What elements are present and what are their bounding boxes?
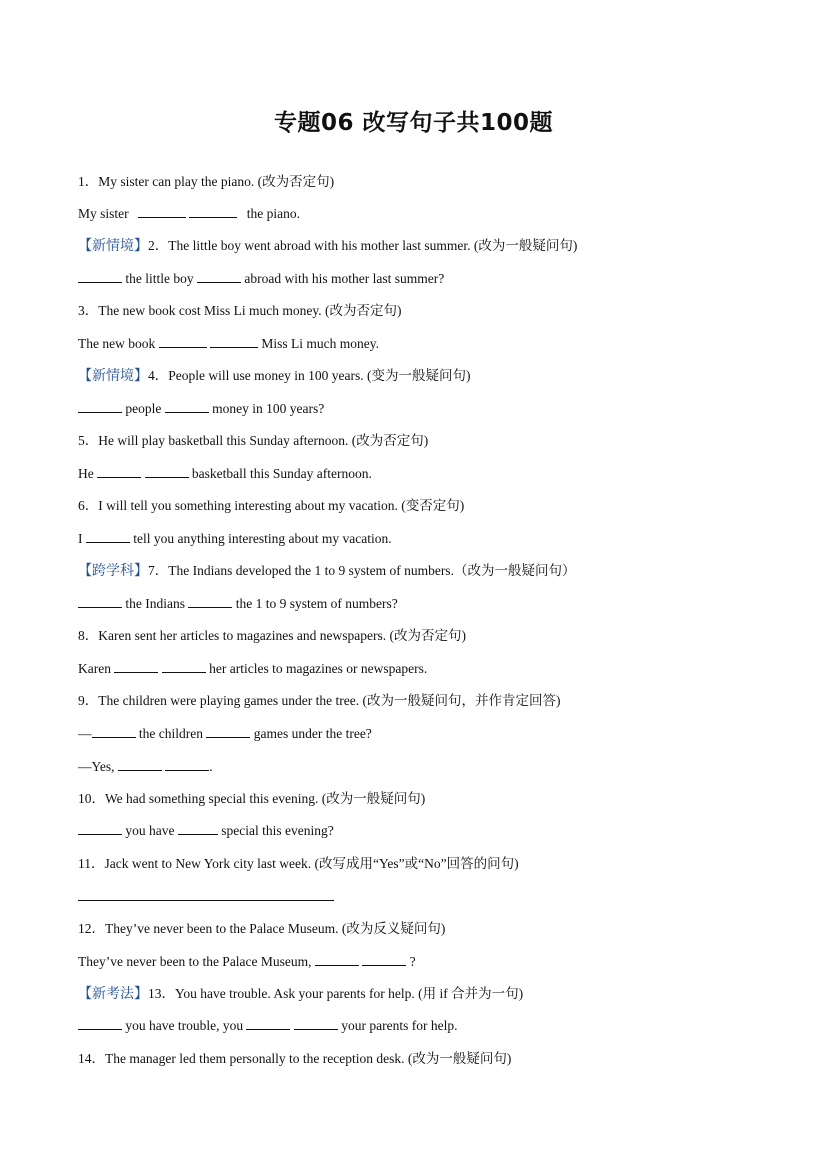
answer-1: My sister the piano. (78, 206, 300, 221)
question-12: 12．They’ve never been to the Palace Museum. (改为反义疑问句) (78, 921, 446, 936)
answer-13: you have trouble, you your parents for help. (78, 1017, 457, 1035)
blank[interactable] (165, 400, 209, 413)
answer-5: He basketball this Sunday afternoon. (78, 466, 372, 481)
question-14: 14．The manager led them personally to the reception desk. (改为一般疑问句) (78, 1051, 512, 1066)
blank[interactable] (118, 758, 162, 771)
blank[interactable] (362, 953, 406, 966)
answer-11 (78, 888, 334, 906)
tag-new-context: 【新情境】 (78, 238, 148, 254)
question-11: 11．Jack went to New York city last week. (改写成用“Yes”或“No”回答的问句) (78, 856, 519, 871)
question-1: 1．My sister can play the piano. (改为否定句) (78, 174, 335, 189)
blank[interactable] (92, 725, 136, 738)
question-10: 10．We had something special this evening. (改为一般疑问句) (78, 791, 426, 806)
blank[interactable] (294, 1017, 338, 1030)
blank[interactable] (165, 758, 209, 771)
blank[interactable] (162, 660, 206, 673)
answer-8: Karen her articles to magazines or newspapers. (78, 661, 428, 676)
question-6: 6．I will tell you something interesting about my vacation. (变否定句) (78, 498, 465, 513)
blank[interactable] (178, 822, 218, 835)
answer-12: They’ve never been to the Palace Museum, ? (78, 954, 416, 969)
answer-4: people money in 100 years? (78, 400, 324, 418)
tag-new-method: 【新考法】 (78, 986, 148, 1002)
blank[interactable] (78, 270, 122, 283)
blank[interactable] (188, 595, 232, 608)
blank[interactable] (210, 335, 258, 348)
blank[interactable] (78, 595, 122, 608)
blank[interactable] (78, 1017, 122, 1030)
tag-cross-subject: 【跨学科】 (78, 563, 148, 579)
blank[interactable] (78, 822, 122, 835)
question-4: 【新情境】4．People will use money in 100 years. (变为一般疑问句) (78, 368, 471, 384)
blank[interactable] (97, 465, 141, 478)
answer-2: the little boy abroad with his mother last summer? (78, 270, 444, 288)
page-title: 专题06 改写句子共100题 (273, 110, 554, 136)
answer-7: the Indians the 1 to 9 system of numbers? (78, 595, 398, 613)
question-13: 【新考法】13．You have trouble. Ask your parents for help. (用 if 合并为一句) (78, 986, 524, 1002)
answer-6: I tell you anything interesting about my vacation. (78, 531, 392, 546)
question-5: 5．He will play basketball this Sunday afternoon. (改为否定句) (78, 433, 429, 448)
answer-line[interactable] (78, 888, 334, 901)
answer-3: The new book Miss Li much money. (78, 336, 379, 351)
answer-10: you have special this evening? (78, 822, 334, 840)
blank[interactable] (189, 205, 237, 218)
question-8: 8．Karen sent her articles to magazines and newspapers. (改为否定句) (78, 628, 466, 643)
blank[interactable] (114, 660, 158, 673)
blank[interactable] (159, 335, 207, 348)
blank[interactable] (145, 465, 189, 478)
blank[interactable] (315, 953, 359, 966)
blank[interactable] (197, 270, 241, 283)
blank[interactable] (78, 400, 122, 413)
blank[interactable] (246, 1017, 290, 1030)
tag-new-context: 【新情境】 (78, 368, 148, 384)
question-9: 9．The children were playing games under the tree. (改为一般疑问句，并作肯定回答) (78, 693, 561, 708)
answer-9: — the children games under the tree? (78, 726, 372, 741)
blank[interactable] (86, 530, 130, 543)
question-2: 【新情境】2．The little boy went abroad with his mother last summer. (改为一般疑问句) (78, 238, 578, 254)
blank[interactable] (206, 725, 250, 738)
answer-9-reply: —Yes, . (78, 759, 213, 774)
blank[interactable] (138, 205, 186, 218)
question-3: 3．The new book cost Miss Li much money. (改为否定句) (78, 303, 402, 318)
question-7: 【跨学科】7．The Indians developed the 1 to 9 system of numbers.（改为一般疑问句） (78, 563, 576, 579)
